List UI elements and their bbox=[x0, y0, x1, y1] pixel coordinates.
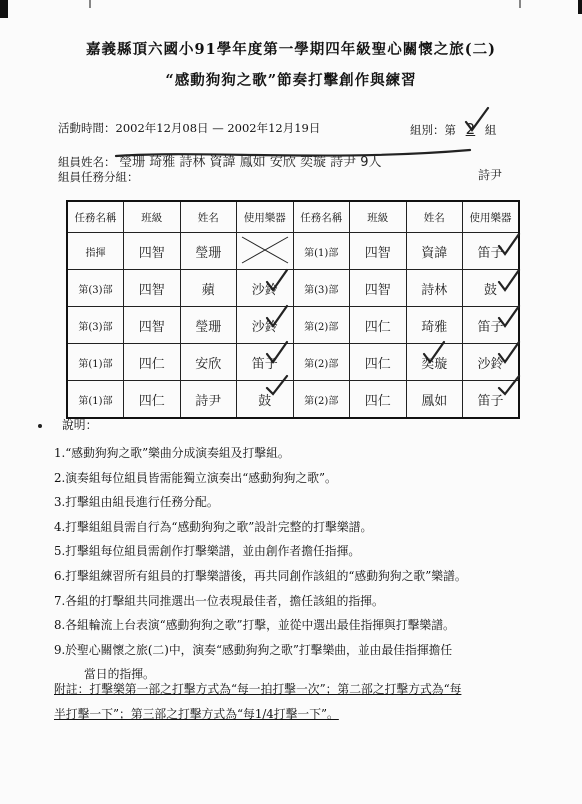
check-mark-icon bbox=[267, 342, 287, 362]
task-cell: 指揮 bbox=[67, 233, 124, 270]
list-item: 2.演奏組每位組員皆需能獨立演奏出“感動狗狗之歌”。 bbox=[54, 470, 337, 485]
header-cell: 班級 bbox=[124, 201, 181, 233]
instructions bbox=[54, 416, 574, 687]
name-cell: 瑩珊 bbox=[180, 307, 237, 344]
task-cell: 第(1)部 bbox=[293, 233, 350, 270]
check-mark-icon bbox=[499, 342, 519, 362]
instrument-cell: 笛子 bbox=[237, 344, 294, 381]
header-cell: 使用樂器 bbox=[463, 201, 520, 233]
list-item: 6.打擊組練習所有組員的打擊樂譜後，再共同創作該組的“感動狗狗之歌”樂譜。 bbox=[54, 568, 467, 583]
list-item: 7.各組的打擊組共同推選出一位表現最佳者，擔任該組的指揮。 bbox=[54, 593, 384, 608]
name-cell: 瑩珊 bbox=[180, 233, 237, 270]
list-item: 1.“感動狗狗之歌”樂曲分成演奏組及打擊組。 bbox=[54, 446, 290, 460]
class-cell: 四仁 bbox=[124, 344, 181, 381]
members-extra: 詩尹 bbox=[478, 168, 503, 182]
class-cell: 四智 bbox=[350, 270, 407, 307]
task-cell: 第(2)部 bbox=[293, 344, 350, 381]
class-cell: 四智 bbox=[124, 233, 181, 270]
tasks-label: 組員任務分組： bbox=[58, 170, 139, 184]
check-mark-icon bbox=[499, 376, 519, 394]
task-cell: 第(2)部 bbox=[293, 381, 350, 419]
instructions-label: 說明： bbox=[62, 418, 98, 432]
header-cell: 任務名稱 bbox=[67, 201, 124, 233]
list-item: 8.各組輪流上台表演“感動狗狗之歌”打擊，並從中選出最佳指揮與打擊樂譜。 bbox=[54, 618, 455, 633]
group-suffix: 組 bbox=[484, 123, 497, 137]
header-cell: 姓名 bbox=[406, 201, 463, 233]
instrument-cell: 沙鈴 bbox=[463, 344, 520, 381]
class-cell: 四智 bbox=[124, 307, 181, 344]
name-cell: 安欣 bbox=[180, 344, 237, 381]
name-cell: 蘋 bbox=[180, 270, 237, 307]
name-cell: 鳳如 bbox=[406, 381, 463, 419]
class-cell: 四仁 bbox=[350, 344, 407, 381]
list-item: 5.打擊組每位組員需創作打擊樂譜，並由創作者擔任指揮。 bbox=[54, 544, 361, 559]
members-value: 瑩珊 琦雅 詩林 資諱 鳳如 安欣 奕璇 詩尹 9人 bbox=[119, 155, 382, 170]
header-cell: 任務名稱 bbox=[293, 201, 350, 233]
check-mark-icon bbox=[267, 376, 287, 394]
check-mark-icon bbox=[499, 234, 519, 254]
header-cell: 班級 bbox=[350, 201, 407, 233]
task-cell: 第(1)部 bbox=[67, 381, 124, 419]
name-cell: 奕璇 bbox=[406, 344, 463, 381]
class-cell: 四仁 bbox=[124, 381, 181, 419]
header-cell: 姓名 bbox=[180, 201, 237, 233]
group-label: 組別：第 bbox=[410, 123, 456, 137]
task-cell: 第(3)部 bbox=[67, 307, 124, 344]
check-mark-icon bbox=[466, 108, 488, 130]
task-cell: 第(2)部 bbox=[293, 307, 350, 344]
instrument-cell: 沙鈴 bbox=[237, 307, 294, 344]
instrument-cell: 笛子 bbox=[463, 381, 520, 419]
instrument-cell: 笛子 bbox=[463, 307, 520, 344]
instructions-list bbox=[54, 441, 574, 687]
footnote-line-2: 半打擊一下”；第三部之打擊方式為“每1/4打擊一下”。 bbox=[54, 707, 339, 721]
instrument-cell: 沙鈴 bbox=[237, 270, 294, 307]
list-item: 3.打擊組由組長進行任務分配。 bbox=[54, 495, 219, 510]
instrument-cell: 笛子 bbox=[463, 233, 520, 270]
check-mark-icon bbox=[267, 270, 287, 290]
instrument-cell: 鼓 bbox=[463, 270, 520, 307]
task-cell: 第(1)部 bbox=[67, 344, 124, 381]
list-item: 4.打擊組組員需自行為“感動狗狗之歌”設計完整的打擊樂譜。 bbox=[54, 519, 373, 534]
list-item-continuation: 當日的指揮。 bbox=[84, 667, 155, 682]
document-subtitle: “感動狗狗之歌”節奏打擊創作與練習 bbox=[165, 72, 417, 89]
check-mark-icon bbox=[499, 306, 519, 326]
instrument-cell: 鼓 bbox=[237, 381, 294, 419]
footnote-line-1: 附註：打擊樂第一部之打擊方式為“每一拍打擊一次”；第二部之打擊方式為“每 bbox=[54, 682, 462, 696]
check-mark-icon bbox=[499, 270, 519, 290]
name-cell: 詩林 bbox=[406, 270, 463, 307]
document-title: 嘉義縣頂六國小91學年度第一學期四年級聖心關懷之旅(二) bbox=[86, 41, 496, 58]
class-cell: 四智 bbox=[124, 270, 181, 307]
group-value: 2 bbox=[465, 120, 476, 138]
header-cell: 使用樂器 bbox=[237, 201, 294, 233]
name-cell: 資諱 bbox=[406, 233, 463, 270]
task-cell: 第(3)部 bbox=[67, 270, 124, 307]
members-label: 組員姓名： bbox=[58, 155, 116, 169]
strike-line bbox=[116, 150, 470, 156]
list-item: 9.於聖心關懷之旅(二)中，演奏“感動狗狗之歌”打擊樂曲，並由最佳指揮擔任 bbox=[54, 642, 453, 657]
activity-time: 活動時間：2002年12月08日 — 2002年12月19日 bbox=[58, 121, 321, 135]
class-cell: 四仁 bbox=[350, 307, 407, 344]
margin-dot bbox=[38, 424, 42, 428]
name-cell: 琦雅 bbox=[406, 307, 463, 344]
check-mark-icon bbox=[424, 342, 444, 362]
class-cell: 四智 bbox=[350, 233, 407, 270]
check-mark-icon bbox=[267, 306, 287, 326]
name-cell: 詩尹 bbox=[180, 381, 237, 419]
task-cell: 第(3)部 bbox=[293, 270, 350, 307]
class-cell: 四仁 bbox=[350, 381, 407, 419]
